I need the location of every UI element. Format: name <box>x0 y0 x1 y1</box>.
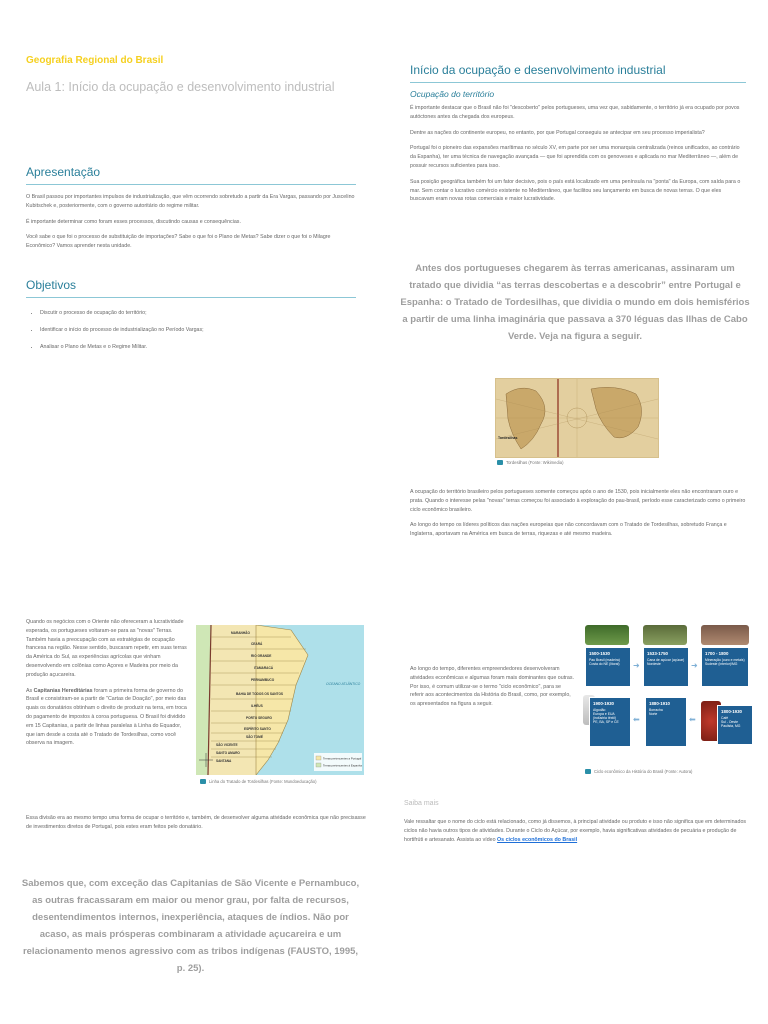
capitanias-text <box>26 618 188 755</box>
arrow-right-icon: ➜ <box>633 661 640 670</box>
timeline-item: Café <box>721 716 729 720</box>
tordesilhas-quote: Antes dos portugueses chegarem às terras americanas, assinaram um tratado que dividia “as terras descobertas e a descobrir” entre Portugal e Espanha: o Tratado de Tordesilhas, que dividia o mundo em dois hemisférios a partir de uma linha imaginária que passava a 370 léguas das Ilhas de Cabo Verde. Veja na figura a seguir. <box>400 263 750 342</box>
inicio-after-paragraph: Ao longo do tempo os líderes políticos das nações europeias que não concordavam com o Tratado de Tordesilhas, sobretudo França e Inglaterra, aportavam na América em busca de terras, riquezas e até mesmo madeira. <box>410 522 727 538</box>
timeline-period: 1700 - 1800 <box>705 651 729 656</box>
timeline-item: PE, BA, SP e CE <box>593 720 619 724</box>
section-inicio <box>410 63 746 211</box>
inicio-paragraph: É importante destacar que o Brasil não foi "descoberto" pelos portugueses, uma vez que, sabidamente, o território já era ocupado por povos autóctones antes da chegada dos europeus. <box>410 105 740 120</box>
timeline-box <box>717 705 753 745</box>
caption-text: Ciclo econômico da História do Brasil (Fonte: Autora) <box>594 769 693 774</box>
timeline-item: Pau Brasil (madeira) <box>589 658 620 662</box>
capitanias-paragraph-2 <box>26 687 188 749</box>
saiba-mais-text <box>404 818 749 844</box>
capitanias-paragraph: Quando os negócios com o Oriente não ofereceram a lucratividade esperada, os portugueses voltaram-se para as "novas" Terras. Também havia a preocupação com as estratégias de ocupação francesa na região. Nesse sentido, buscaram repetir, em suas terras da América do Sul, as experiências agrícolas que vinham desenvolvendo em colônias como Açores e Madeira por meio da produção açucareira. <box>26 619 187 678</box>
tordesilhas-map <box>495 378 659 458</box>
timeline-item: Costa do NE (litoral) <box>589 662 620 666</box>
video-link[interactable]: Os ciclos econômicos do Brasil <box>497 836 578 843</box>
p2-rest: foram a primeira forma de governo do Brasil e consistiram-se a partir de "Cartas de Doação", por meio das quais os donatários obtinham o direito de produzir na terra, em troca do pagamento de impostos à coroa portuguesa. O Brasil foi dividido em 15 Capitanias, a partir de linhas paralelas à Linha do Equador, que iam desde a costa até o Tratado de Tordesilhas, como você observa na imagem. <box>26 687 187 747</box>
capitanias-map-graphic <box>196 625 364 775</box>
objetivo-item: • Analisar o Plano de Metas e o Regime Militar. <box>40 344 356 350</box>
p2-prefix: As <box>26 687 34 694</box>
capitanias-paragraph-3: Essa divisão era ao mesmo tempo uma forma de ocupar o território e, também, de desenvolver alguma atividade econômica que não precisasse de investimentos diretos de Portugal, pois estes eram feitos pelo donatário. <box>26 815 366 830</box>
cana-photo <box>643 625 687 645</box>
caption-text: Tordesilhas (Fonte: Wikimedia) <box>506 460 564 465</box>
timeline-period: 1533-1750 <box>647 651 668 656</box>
apresentacao-paragraph: Você sabe o que foi o processo de substituição de importações? Sabe o que foi o Plano de Metas? Sabe dizer o que foi o Milagre Econômico? Vamos aprender nesta unidade. <box>26 234 331 250</box>
caption-text: Linha do Tratado de Tordesilhas (Fonte: Mundoeducação) <box>209 779 317 784</box>
timeline-box <box>645 697 687 747</box>
saiba-mais-heading: Saiba mais <box>404 800 439 807</box>
map-label: SANTO AMARO <box>216 751 240 755</box>
map-label: SÃO TOMÉ <box>246 735 263 739</box>
timeline-box <box>643 647 689 687</box>
inicio-paragraph: Portugal foi o pioneiro das expansões marítimas no século XV, em parte por ser uma monarquia centralizada (reinos unificados, ao contrário da Espanha), ter uma técnica de navegação avançada — que foi aprendida com os genoveses e aplicada no mar Mediterrâneo —, além de possuir recursos suficientes para isso. <box>410 145 740 169</box>
map-legend-item: Terras pertencentes à Espanha <box>323 763 362 768</box>
map-label: ILHÉUS <box>251 704 263 708</box>
capitanias-map-caption <box>200 779 316 784</box>
timeline-period: 1880-1910 <box>649 701 670 706</box>
inicio-after-text <box>410 488 746 546</box>
timeline-period: 1800-1930 <box>721 709 742 714</box>
timeline-period: 1900-1930 <box>593 701 614 706</box>
course-title: Geografia Regional do Brasil <box>26 55 164 66</box>
lesson-title: Aula 1: Início da ocupação e desenvolvimento industrial <box>26 80 335 94</box>
section-apresentacao <box>26 165 356 258</box>
apresentacao-paragraph: O Brasil passou por importantes impulsos de industrialização, que vêm ocorrendo sobretudo a partir da Era Vargas, passando por Juscelino Kubitschek e, posteriormente, com o governo autoritário do regime militar. <box>26 194 355 209</box>
timeline-item: Nordeste <box>647 662 661 666</box>
tordesilhas-map-graphic <box>496 379 658 457</box>
map-label: SANTANA <box>216 759 232 763</box>
map-label: SÃO VICENTE <box>216 743 238 747</box>
section-objetivos <box>26 278 356 361</box>
timeline-item: Europa e EUA (indústria têxtil) <box>593 712 616 720</box>
timeline-item: Sul - Oeste Paulista, MG <box>721 720 741 728</box>
saiba-mais-body: Vale ressaltar que o nome do ciclo está relacionado, como já dissemos, à principal atividade ou produto e isso não significa que em determinados ciclos não havia outros tipos de atividades. Durante o Ciclo do Açúcar, por exemplo, havia significativas atividades de pecuária e produção de hortifrúti e artesanato. Assista ao vídeo <box>404 819 747 843</box>
apresentacao-heading: Apresentação <box>26 165 356 185</box>
apresentacao-paragraph: É importante determinar como foram esses processos, discutindo causas e consequências. <box>26 218 241 225</box>
map-label: PERNAMBUCO <box>251 678 275 682</box>
arrow-left-icon: ⬅ <box>633 715 640 724</box>
ocupacao-subheading: Ocupação do território <box>410 89 495 99</box>
map-label: CEARÁ <box>251 642 263 646</box>
tordesilhas-label: Tordesilhas <box>498 436 518 440</box>
map-label: PORTO SEGURO <box>246 716 272 720</box>
camera-icon <box>497 460 503 465</box>
inicio-paragraph: Dentre as nações do continente europeu, no entanto, por que Portugal conseguiu se antecipar em seu processo imperialista? <box>410 129 705 136</box>
camera-icon <box>585 769 591 774</box>
timeline-period: 1500-1530 <box>589 651 610 656</box>
map-ocean-label: OCEANO ATLÂNTICO <box>326 682 361 686</box>
arrow-right-icon: ➜ <box>691 661 698 670</box>
capitanias-hereditarias-term: Capitanias Hereditárias <box>33 687 93 694</box>
timeline-box <box>701 647 749 687</box>
objetivo-item: • Identificar o início do processo de industrialização no Período Vargas; <box>40 327 356 333</box>
timeline-item: Norte <box>649 712 658 716</box>
timeline-item: Cana de açúcar (açúcar) <box>647 658 685 662</box>
inicio-heading: Início da ocupação e desenvolvimento industrial <box>410 63 746 83</box>
map-label: ITAMARACÁ <box>254 666 274 670</box>
ciclos-paragraph: Ao longo do tempo, diferentes empreendedores desenvolveram atividades econômicas e algumas foram mais dominantes que outras. Por isso, é comum utilizar-se o termo "ciclo econômico", para se referir aos acontecimentos da História do Brasil, como, por exemplo, os apresentados na figura a seguir. <box>410 666 574 708</box>
camera-icon <box>200 779 206 784</box>
tordesilhas-caption <box>497 460 563 465</box>
mineracao-photo <box>701 625 749 645</box>
map-label: MARANHÃO <box>231 631 250 635</box>
ciclos-caption <box>585 769 692 774</box>
map-label: RIO GRANDE <box>251 654 272 658</box>
map-label: ESPÍRITO SANTO <box>244 727 271 731</box>
timeline-item: Algodão <box>593 708 606 712</box>
objetivo-item: • Discutir o processo de ocupação do território; <box>40 310 356 316</box>
pau-brasil-photo <box>585 625 629 645</box>
arrow-left-icon: ⬅ <box>689 715 696 724</box>
objetivos-list <box>26 310 356 350</box>
timeline-box <box>585 647 631 687</box>
inicio-after-paragraph: A ocupação do território brasileiro pelos portugueses somente começou após o ano de 1530, pois inicialmente eles não encontraram ouro e prata. Quando o interesse pelas "novas" terras começou foi associado à exploração do pau-brasil, período esse caracterizado como o primeiro ciclo econômico brasileiro. <box>410 489 746 513</box>
ciclos-timeline <box>583 625 753 767</box>
capitanias-map <box>196 625 364 775</box>
timeline-item: Sudeste (interior)/MG <box>705 662 738 666</box>
timeline-box <box>589 697 631 747</box>
inicio-paragraph: Sua posição geográfica também foi um fator decisivo, pois o país está localizado em uma península na "ponta" da Europa, com saída para o mar. Sem contar o lucrativo comércio existente no Mediterrâneo, que facilitou seu lançamento em busca de novas terras. O que eles buscavam eram novas rotas comerciais e maior lucratividade. <box>410 178 741 203</box>
map-legend-item: Terras pertencentes a Portugal <box>323 756 362 761</box>
timeline-item: Mineração (ouro e metais) <box>705 658 745 662</box>
objetivos-heading: Objetivos <box>26 278 356 298</box>
timeline-item: Borracha <box>649 708 663 712</box>
fausto-quote: Sabemos que, com exceção das Capitanias de São Vicente e Pernambuco, as outras fracassaram em maior ou menor grau, por falta de recursos, desentendimentos internos, inexperiência, ataques de índios. Não por acaso, as mais prósperas combinaram a atividade açucareira e um relacionamento menos agressivo com as tribos indígenas (FAUSTO, 1995, p. 25). <box>21 878 360 974</box>
map-label: BAHIA DE TODOS OS SANTOS <box>236 692 284 696</box>
